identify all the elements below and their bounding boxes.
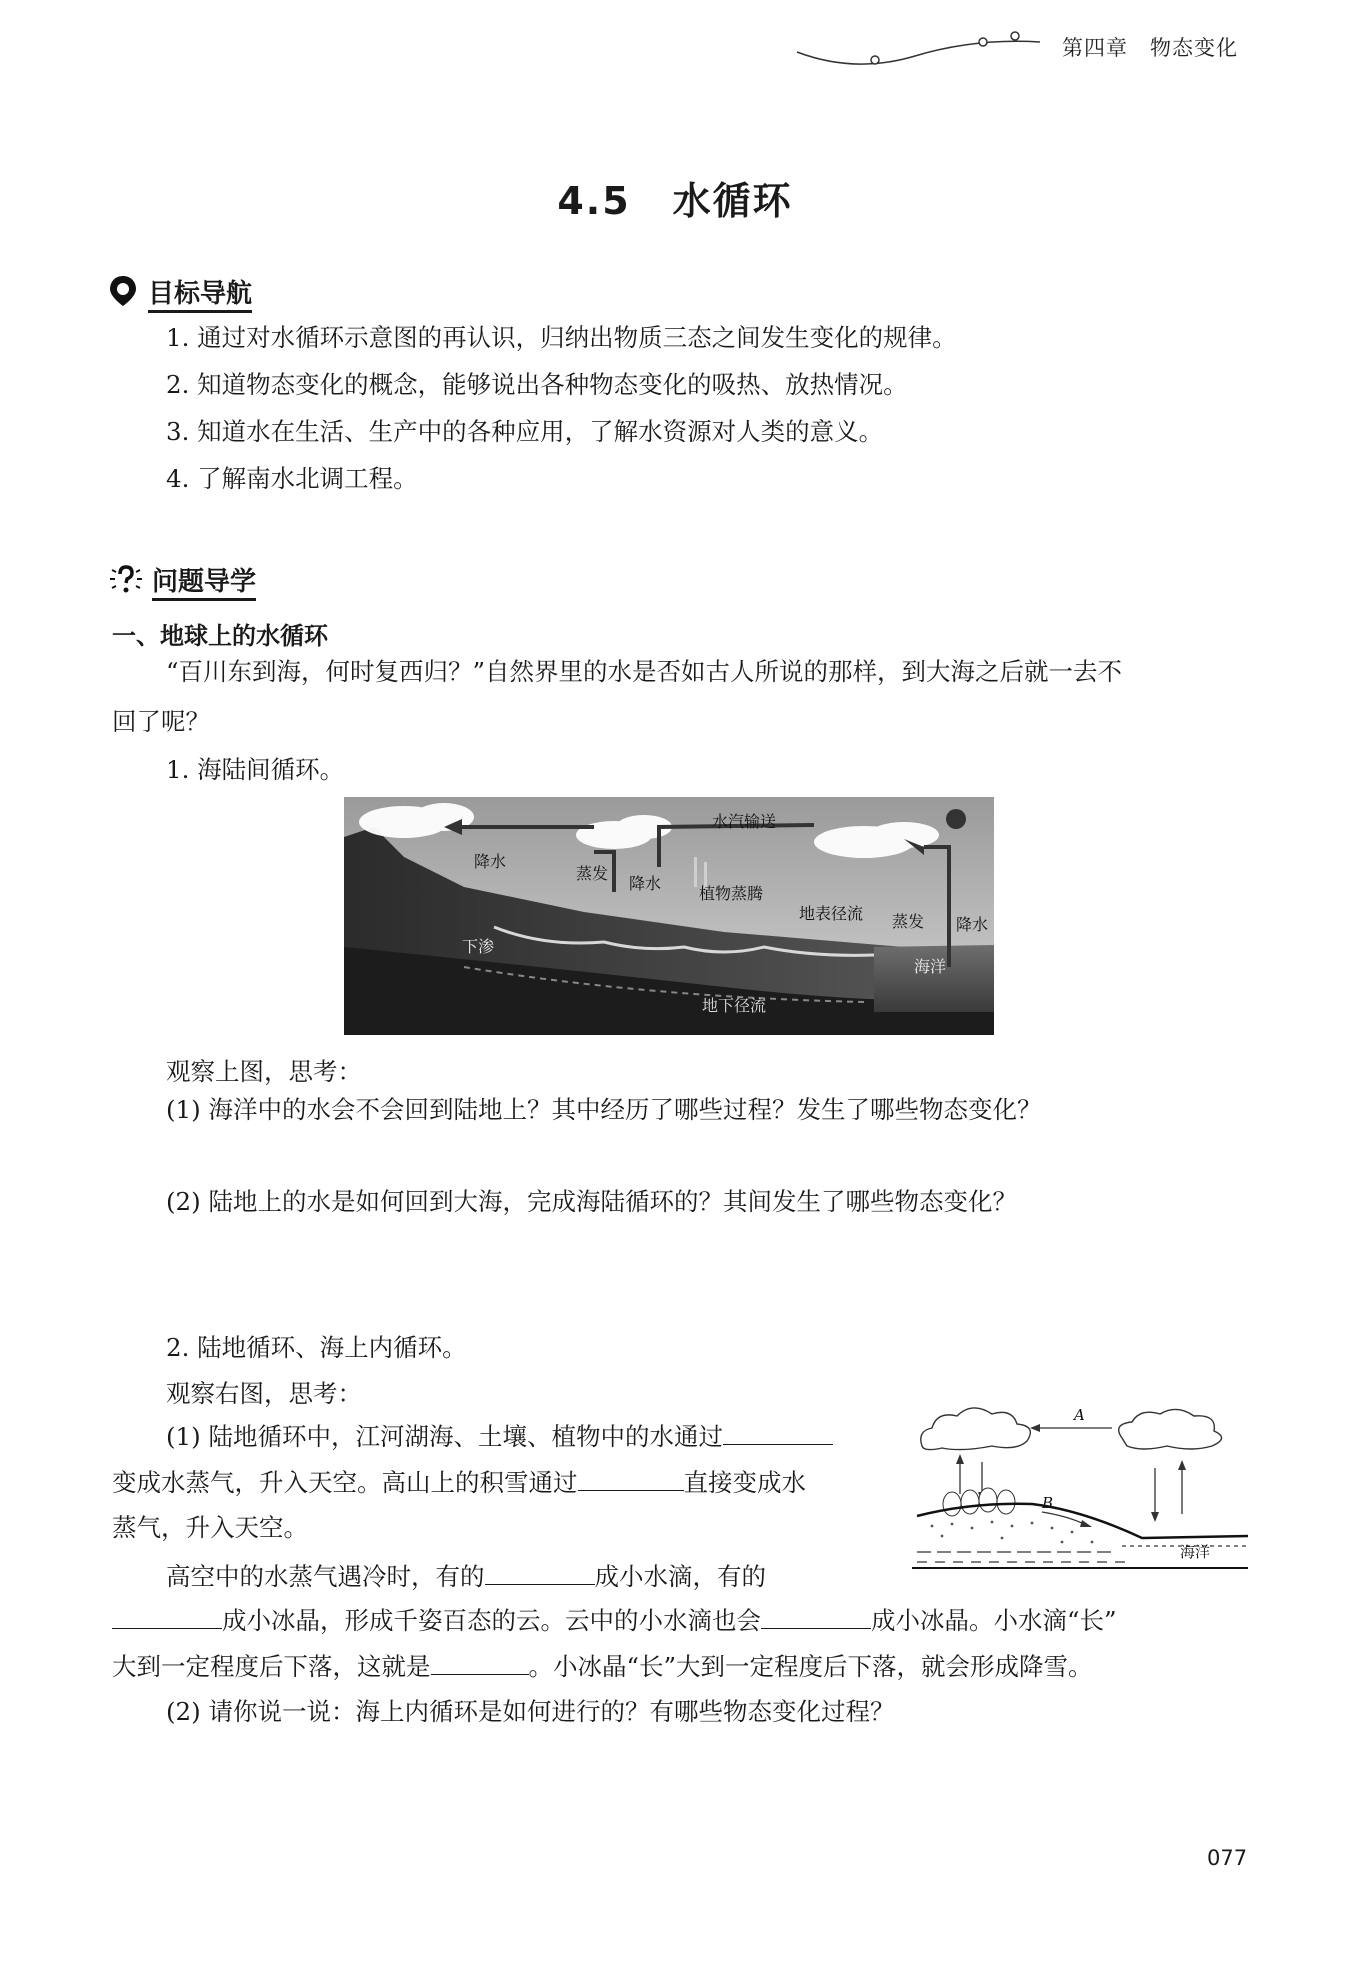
lesson-name: 水循环 [672, 179, 793, 223]
question-1: (1) 海洋中的水会不会回到陆地上？其中经历了哪些过程？发生了哪些物态变化？ [166, 1095, 1042, 1124]
goal-item-3: 3. 知道水在生活、生产中的各种应用，了解水资源对人类的意义。 [166, 417, 884, 446]
figure2-label-a: A [1074, 1406, 1085, 1424]
label-transpiration: 植物蒸腾 [699, 884, 764, 903]
intro-line-2: 回了呢？ [112, 707, 210, 736]
lesson-title [0, 170, 1350, 225]
label-evaporation-right: 蒸发 [892, 912, 925, 931]
question-2: (2) 陆地上的水是如何回到大海，完成海陆循环的？其间发生了哪些物态变化？ [166, 1187, 1017, 1216]
lesson-number: 4.5 [557, 179, 631, 223]
chapter-title: 第四章 物态变化 [1062, 36, 1238, 60]
part2-title: 2. 陆地循环、海上内循环。 [166, 1333, 467, 1362]
fill-line-4: 高空中的水蒸气遇冷时，有的 成小水滴，有的 [166, 1562, 766, 1591]
header-wave-decoration [795, 22, 1055, 72]
label-surface-runoff: 地表径流 [799, 904, 864, 923]
fill-line-6: 大到一定程度后下落，这就是 。小冰晶“长”大到一定程度后下落，就会形成降雪。 [112, 1652, 1093, 1681]
fill-line-2: 变成水蒸气，升入天空。高山上的积雪通过 直接变成水 [112, 1468, 806, 1497]
answer-blank-1[interactable] [723, 1420, 833, 1445]
question-p2-2: (2) 请你说一说：海上内循环是如何进行的？有哪些物态变化过程？ [166, 1697, 895, 1726]
sea-land-cycle-figure [344, 797, 994, 1035]
problems-heading: 问题导学 [108, 561, 256, 598]
map-pin-icon [108, 274, 138, 308]
goal-item-2: 2. 知道物态变化的概念，能够说出各种物态变化的吸热、放热情况。 [166, 370, 908, 399]
goal-item-1: 1. 通过对水循环示意图的再认识，归纳出物质三态之间发生变化的规律。 [166, 323, 957, 352]
question-icon [108, 562, 144, 596]
figure2-label-b: B [1042, 1494, 1054, 1512]
observe-prompt-1: 观察上图，思考： [166, 1057, 362, 1086]
label-precipitation-right: 降水 [956, 915, 989, 934]
label-vapor-transport: 水汽输送 [712, 812, 777, 831]
figure2-label-ocean: 海洋 [1180, 1543, 1211, 1561]
label-precipitation-left: 降水 [474, 852, 507, 871]
part1-title: 1. 海陆间循环。 [166, 755, 345, 784]
fill-line-1: (1) 陆地循环中，江河湖海、土壤、植物中的水通过 [166, 1420, 833, 1453]
answer-blank-5[interactable] [761, 1604, 871, 1629]
label-groundwater-runoff: 地下径流 [702, 996, 767, 1015]
section-title-water-cycle: 一、地球上的水循环 [112, 622, 328, 650]
label-precipitation-mid: 降水 [629, 874, 662, 893]
goal-item-4: 4. 了解南水北调工程。 [166, 464, 418, 493]
answer-blank-4[interactable] [112, 1604, 222, 1629]
fill-line-3: 蒸气，升入天空。 [112, 1513, 308, 1542]
land-ocean-cycle-figure [912, 1386, 1248, 1572]
page-number: 077 [1207, 1846, 1248, 1870]
label-evaporation-mid: 蒸发 [576, 864, 609, 883]
observe-prompt-2: 观察右图，思考： [166, 1379, 362, 1408]
label-infiltration: 下渗 [462, 937, 495, 956]
intro-line-1: “百川东到海，何时复西归？”自然界里的水是否如古人所说的那样，到大海之后就一去不 [166, 657, 1123, 686]
answer-blank-3[interactable] [485, 1560, 595, 1585]
answer-blank-6[interactable] [431, 1650, 529, 1675]
goals-heading: 目标导航 [108, 273, 252, 310]
label-ocean: 海洋 [914, 957, 947, 976]
answer-blank-2[interactable] [578, 1466, 684, 1491]
fill-line-5: 成小冰晶，形成千姿百态的云。云中的小水滴也会 成小冰晶。小水滴“长” [112, 1604, 1117, 1637]
